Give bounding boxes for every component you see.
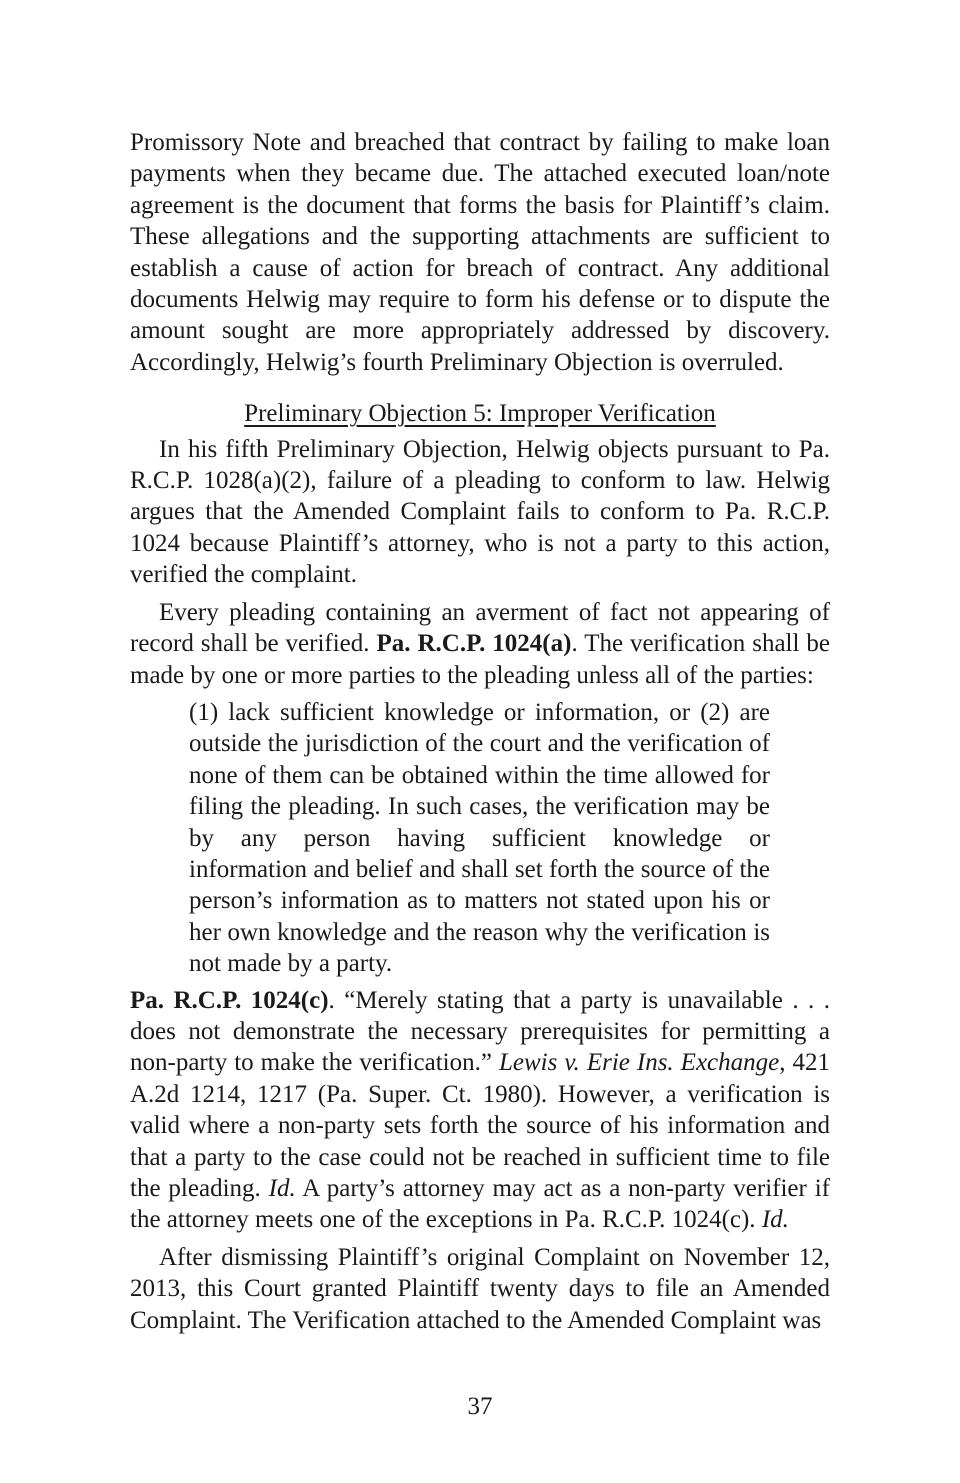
rule-citation-1024a: Pa. R.C.P. 1024(a) [376, 630, 572, 658]
body-paragraph-4 [130, 985, 830, 1236]
paragraph-4-text-b: , 421 A.2d 1214, 1217 (Pa. Super. Ct. 1980). However, a verification is valid where a non-party sets forth the source of his information and that a party to the case could not be reached in sufficient time to file the pleading. [130, 1049, 831, 1202]
block-quote: (1) lack sufficient knowledge or information, or (2) are outside the jurisdiction of the court and the verification of none of them can be obtained within the time allowed for filing the pleading. In such cases, the verification may be by any person having sufficient knowledge or information and belief and shall set forth the source of the person’s information as to matters not stated upon his or her own knowledge and the reason why the verification is not made by a party. [189, 698, 770, 978]
body-paragraph-1: Promissory Note and breached that contract by failing to make loan payments when they became due. The attached executed loan/note agreement is the document that forms the basis for Plaintiff’s claim. These allegations and the supporting attachments are sufficient to establish a cause of action for breach of contract. Any additional documents Helwig may require to form his defense or to dispute the amount sought are more appropriately addressed by discovery. Accordingly, Helwig’s fourth Preliminary Objection is overruled. [130, 129, 830, 376]
document-page [130, 127, 830, 1336]
section-heading: Preliminary Objection 5: Improper Verification [244, 400, 716, 428]
id-citation-1: Id. [268, 1175, 296, 1202]
body-paragraph-2: In his fifth Preliminary Objection, Helwig objects pursuant to Pa. R.C.P. 1028(a)(2), failure of a pleading to conform to law. Helwig argues that the Amended Complaint fails to conform to Pa. R.C.P. 1024 because Plaintiff’s attorney, who is not a party to this action, verified the complaint. [130, 435, 830, 589]
body-paragraph-3 [130, 597, 830, 691]
paragraph-4-text-a: . “Merely stating that a party is unavailable . . . does not demonstrate the necessary prerequisites for permitting a non-party to make the verification.” [130, 986, 830, 1077]
rule-citation-1024c: Pa. R.C.P. 1024(c) [130, 986, 329, 1014]
body-paragraph-5: After dismissing Plaintiff’s original Complaint on November 12, 2013, this Court granted Plaintiff twenty days to file an Amended Complaint. The Verification attached to the Amended Complaint was [130, 1243, 830, 1334]
paragraph-4-text-c: A party’s attorney may act as a non-party verifier if the attorney meets one of the exceptions in Pa. R.C.P. 1024(c). [130, 1175, 830, 1234]
page-number: 37 [467, 1393, 493, 1420]
paragraph-3-text-a: Every pleading containing an averment of fact not appearing of record shall be verified. [130, 598, 830, 658]
paragraph-3-text-b: . The verification shall be made by one or more parties to the pleading unless all of the parties: [130, 630, 830, 689]
case-citation: Lewis v. Erie Ins. Exchange [498, 1049, 780, 1077]
id-citation-2: Id. [761, 1206, 789, 1234]
